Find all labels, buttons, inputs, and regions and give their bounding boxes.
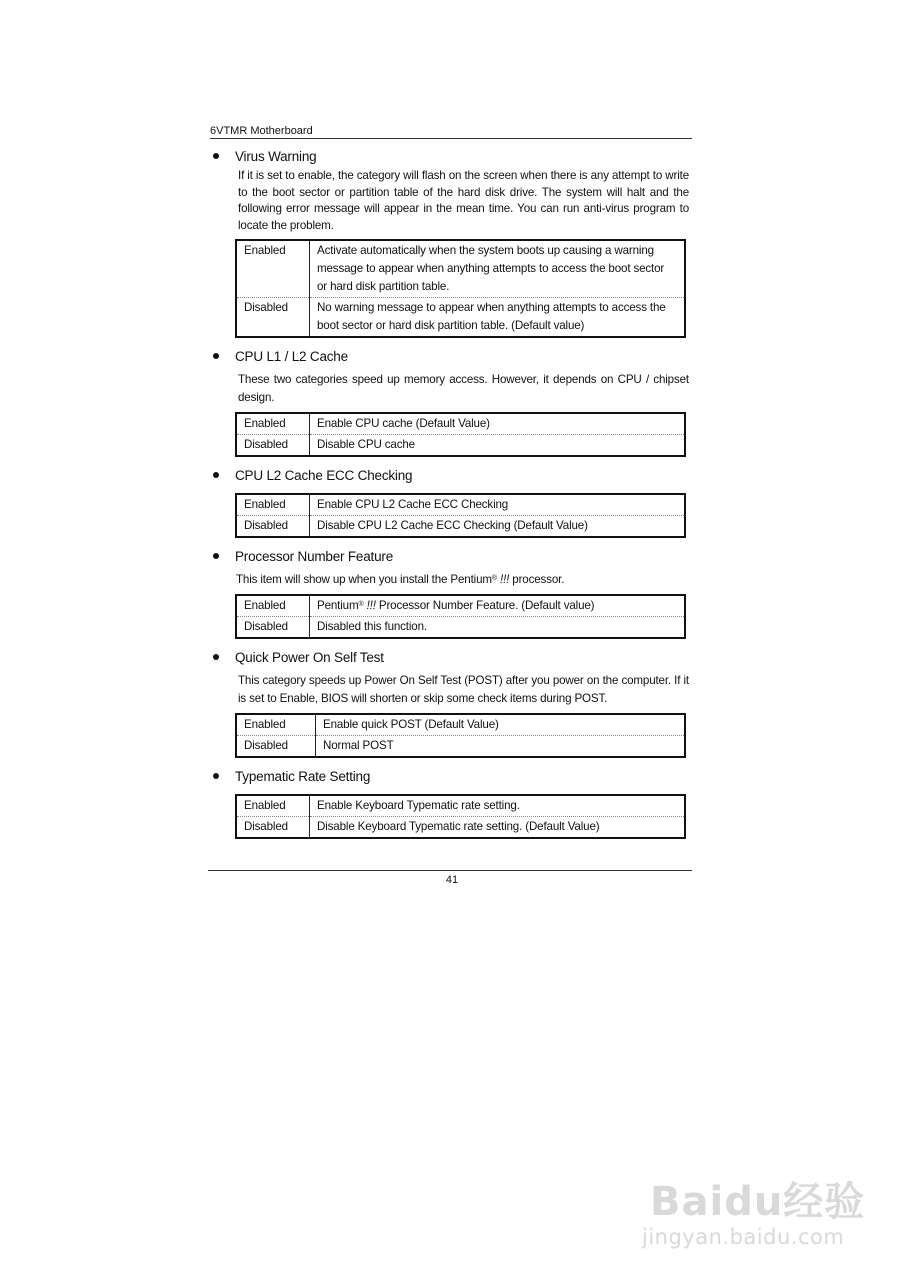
option-value: Disable CPU L2 Cache ECC Checking (Default Value) [310,516,686,538]
value-text: Processor Number Feature. (Default value) [375,599,595,612]
option-key: Disabled [236,516,310,538]
section-processor-number [210,546,692,639]
option-value: No warning message to appear when anything attempts to access the boot sector or hard disk partition table. (Default value) [310,298,686,338]
section-title-text: Processor Number Feature [235,548,394,564]
section-title [210,346,692,366]
option-key: Enabled [236,240,310,298]
table-row [236,617,685,639]
option-key: Enabled [236,494,310,516]
section-title [210,546,692,566]
option-key: Enabled [236,595,310,617]
table-row [236,298,685,338]
option-key: Disabled [236,617,310,639]
value-text: Pentium [317,599,359,612]
option-key: Enabled [236,413,310,435]
option-value: Normal POST [316,736,686,758]
options-table [235,412,686,457]
footer-divider [208,870,692,871]
bullet-icon [213,353,219,359]
section-title-text: Virus Warning [235,148,317,164]
table-row [236,494,685,516]
section-title [210,766,692,786]
table-row [236,413,685,435]
watermark [640,1145,870,1255]
table-row [236,435,685,457]
option-key: Disabled [236,435,310,457]
option-key: Enabled [236,795,310,817]
option-value: Disabled this function. [310,617,686,639]
section-description [236,571,687,589]
section-typematic-rate [210,766,692,839]
section-cpu-l2-ecc [210,465,692,538]
section-title-text: CPU L2 Cache ECC Checking [235,467,413,483]
table-row [236,240,685,298]
section-title [210,647,692,667]
table-row [236,516,685,538]
page-number: 41 [445,874,459,886]
section-virus-warning [210,146,692,338]
option-value: Enable CPU cache (Default Value) [317,417,490,430]
table-row [236,795,685,817]
document-body [210,146,692,847]
options-table [235,794,686,839]
section-title-text: CPU L1 / L2 Cache [235,348,348,364]
bullet-icon [213,553,219,559]
section-quick-post [210,647,692,758]
table-row [236,595,685,617]
bullet-icon [213,472,219,478]
section-description: This category speeds up Power On Self Test (POST) after you power on the computer. If it is set to Enable, BIOS will shorten or skip some check items during POST. [238,674,689,705]
options-table [235,594,686,639]
section-title [210,146,692,166]
option-value: Enable quick POST (Default Value) [323,718,499,731]
options-table [235,239,686,338]
option-key: Disabled [236,736,316,758]
desc-text: This item will show up when you install the Pentium [236,573,492,586]
registered-mark: ® [358,601,364,608]
bullet-icon [213,654,219,660]
option-value: Disable CPU cache [310,435,686,457]
options-table [235,493,686,538]
option-value [310,595,686,617]
section-description: If it is set to enable, the category will flash on the screen when there is any attempt to write to the boot sector or partition table of the hard disk drive. The system will halt and the following error message will appear in the mean time. You can run anti-virus program to locate the problem. [238,169,689,232]
registered-mark: ® [491,575,497,582]
table-row [236,817,685,839]
table-row [236,736,685,758]
value-italic: !!! [366,599,376,612]
option-value: Enable CPU L2 Cache ECC Checking [317,498,509,511]
bullet-icon [213,773,219,779]
option-value: Activate automatically when the system boots up causing a warning message to appear when anything attempts to access the boot sector or hard disk partition table. [317,244,665,293]
section-title [210,465,692,485]
watermark-logo: Baidu经验 [650,1179,866,1225]
option-value: Enable Keyboard Typematic rate setting. [317,799,520,812]
options-table [235,713,686,758]
section-cpu-cache [210,346,692,457]
table-row [236,714,685,736]
section-description: These two categories speed up memory access. However, it depends on CPU / chipset design. [238,373,689,404]
option-key: Enabled [236,714,316,736]
desc-italic: !!! [500,573,510,586]
option-value: Disable Keyboard Typematic rate setting. (Default Value) [310,817,686,839]
section-title-text: Quick Power On Self Test [235,649,384,665]
watermark-url: jingyan.baidu.com [642,1225,845,1249]
option-key: Disabled [236,298,310,338]
section-title-text: Typematic Rate Setting [235,768,371,784]
option-key: Disabled [236,817,310,839]
desc-text: processor. [509,573,565,586]
bullet-icon [213,153,219,159]
running-header: 6VTMR Motherboard [210,125,692,139]
